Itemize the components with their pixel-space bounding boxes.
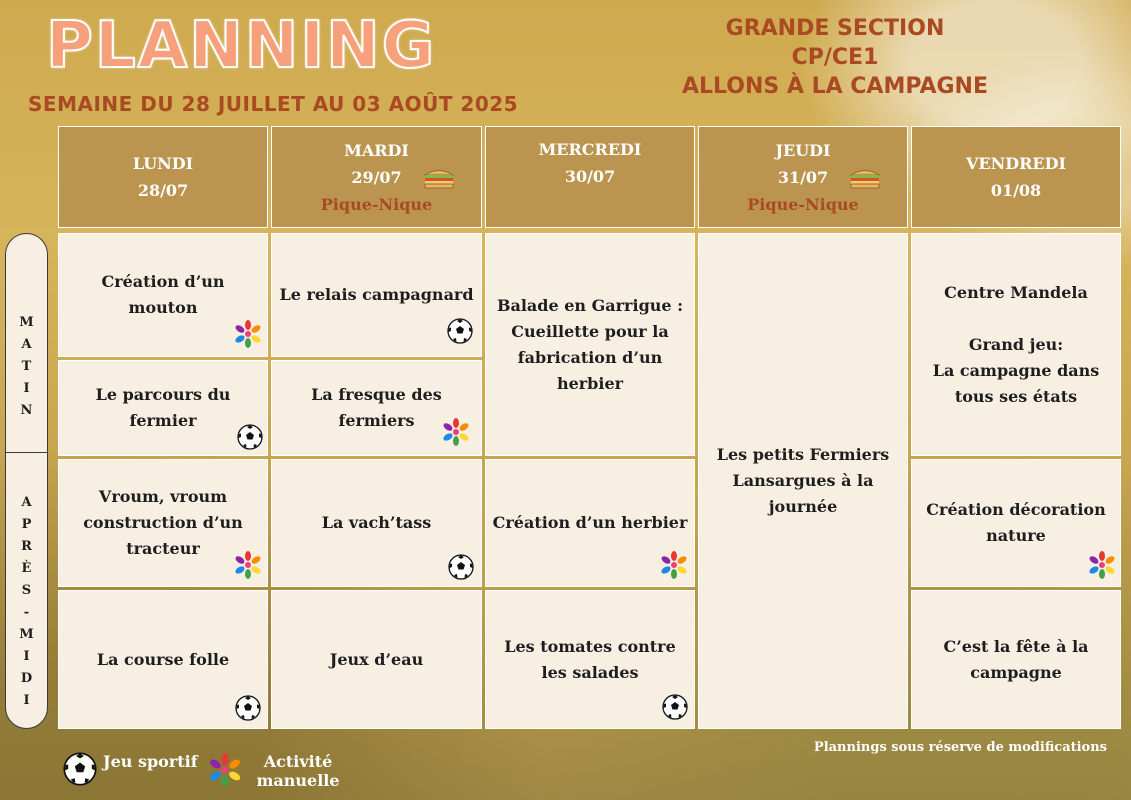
colorful-hands-icon xyxy=(1087,550,1117,584)
colorful-hands-icon xyxy=(207,752,243,788)
activity-jeudi-1 xyxy=(698,233,908,729)
period-letter: È xyxy=(21,561,32,576)
picnic-label: Pique-Nique xyxy=(747,194,859,214)
period-letter: D xyxy=(20,671,33,686)
activity-label: Centre Mandela xyxy=(944,282,1088,302)
activity-label: Jeux d’eau xyxy=(329,649,424,669)
period-letter: I xyxy=(23,649,30,664)
activity-label: Création d’un herbier xyxy=(492,513,688,532)
colorful-hands-icon xyxy=(233,319,263,353)
activity-vendredi-3 xyxy=(911,590,1121,729)
activity-label: La fresque des fermiers xyxy=(311,385,442,430)
day-name: MARDI xyxy=(344,140,409,160)
morning-label xyxy=(5,312,48,422)
activity-label: La campagne dans tous ses états xyxy=(932,360,1100,406)
period-letter: - xyxy=(23,605,30,620)
day-name: LUNDI xyxy=(132,154,194,173)
day-date: 30/07 xyxy=(564,167,616,186)
activity-label: C’est la fête à la campagne xyxy=(943,636,1089,682)
period-letter: A xyxy=(21,495,32,510)
activity-label: Le parcours du fermier xyxy=(95,385,231,430)
day-header-mercredi xyxy=(485,126,695,228)
colorful-hands-icon xyxy=(233,550,263,584)
period-letter: I xyxy=(23,381,30,396)
period-letter: M xyxy=(19,315,34,330)
activity-label: Création d’un mouton xyxy=(101,272,225,317)
colorful-hands-icon xyxy=(441,417,471,451)
day-header-vendredi xyxy=(911,126,1121,228)
day-date: 29/07 xyxy=(351,167,402,187)
day-date: 31/07 xyxy=(777,167,829,187)
theme-title: ALLONS À LA CAMPAGNE xyxy=(682,74,988,99)
colorful-hands-icon xyxy=(659,550,689,584)
soccer-ball-icon xyxy=(63,752,97,786)
group-classes: CP/CE1 xyxy=(791,45,879,70)
soccer-ball-icon xyxy=(235,695,261,725)
legend-sport-label: Jeu sportif xyxy=(103,752,198,771)
activity-label: Création décoration nature xyxy=(926,500,1106,545)
activity-label: Grand jeu: xyxy=(968,334,1064,354)
soccer-ball-icon xyxy=(448,554,474,584)
period-letter: M xyxy=(19,627,34,642)
activity-label: La vach’tass xyxy=(321,513,432,532)
picnic-label: Pique-Nique xyxy=(320,194,433,214)
period-letter: R xyxy=(21,539,32,554)
activity-vendredi-1 xyxy=(911,233,1121,456)
soccer-ball-icon xyxy=(447,318,473,348)
period-letter: N xyxy=(20,403,33,418)
soccer-ball-icon xyxy=(237,424,263,454)
legend-manual-label: Activité manuelle xyxy=(256,752,340,790)
activity-label: La course folle xyxy=(96,649,230,669)
activity-label: Le relais campagnard xyxy=(279,285,474,304)
week-range: SEMAINE DU 28 JUILLET AU 03 AOÛT 2025 xyxy=(28,92,519,116)
soccer-ball-icon xyxy=(662,694,688,724)
day-date: 01/08 xyxy=(990,181,1042,200)
period-letter: S xyxy=(21,583,32,598)
day-name: JEUDI xyxy=(775,140,831,160)
sandwich-icon xyxy=(848,166,882,190)
activity-label: Balade en Garrigue : Cueillette pour la fabrication d’un herbier xyxy=(496,295,684,393)
page-title: PLANNING xyxy=(46,9,437,83)
day-name: VENDREDI xyxy=(966,154,1066,173)
period-letter: I xyxy=(23,693,30,708)
activity-label: Vroum, vroum construction d’un tracteur xyxy=(83,487,243,558)
activity-label: Les petits Fermiers Lansargues à la journée xyxy=(716,445,890,516)
activity-mercredi-1 xyxy=(485,233,695,456)
activity-mardi-4 xyxy=(271,590,482,729)
period-letter: P xyxy=(21,517,32,532)
group-info xyxy=(660,14,1010,101)
footer-note: Plannings sous réserve de modifications xyxy=(813,740,1107,755)
day-name: MERCREDI xyxy=(538,140,642,159)
group-level: GRANDE SECTION xyxy=(725,16,945,41)
afternoon-label xyxy=(5,492,48,712)
period-divider xyxy=(5,452,48,453)
day-header-lundi xyxy=(58,126,268,228)
day-date: 28/07 xyxy=(137,181,189,200)
sandwich-icon xyxy=(422,166,456,190)
period-letter: T xyxy=(21,359,32,374)
activity-label: Les tomates contre les salades xyxy=(504,636,676,682)
period-letter: A xyxy=(21,337,32,352)
